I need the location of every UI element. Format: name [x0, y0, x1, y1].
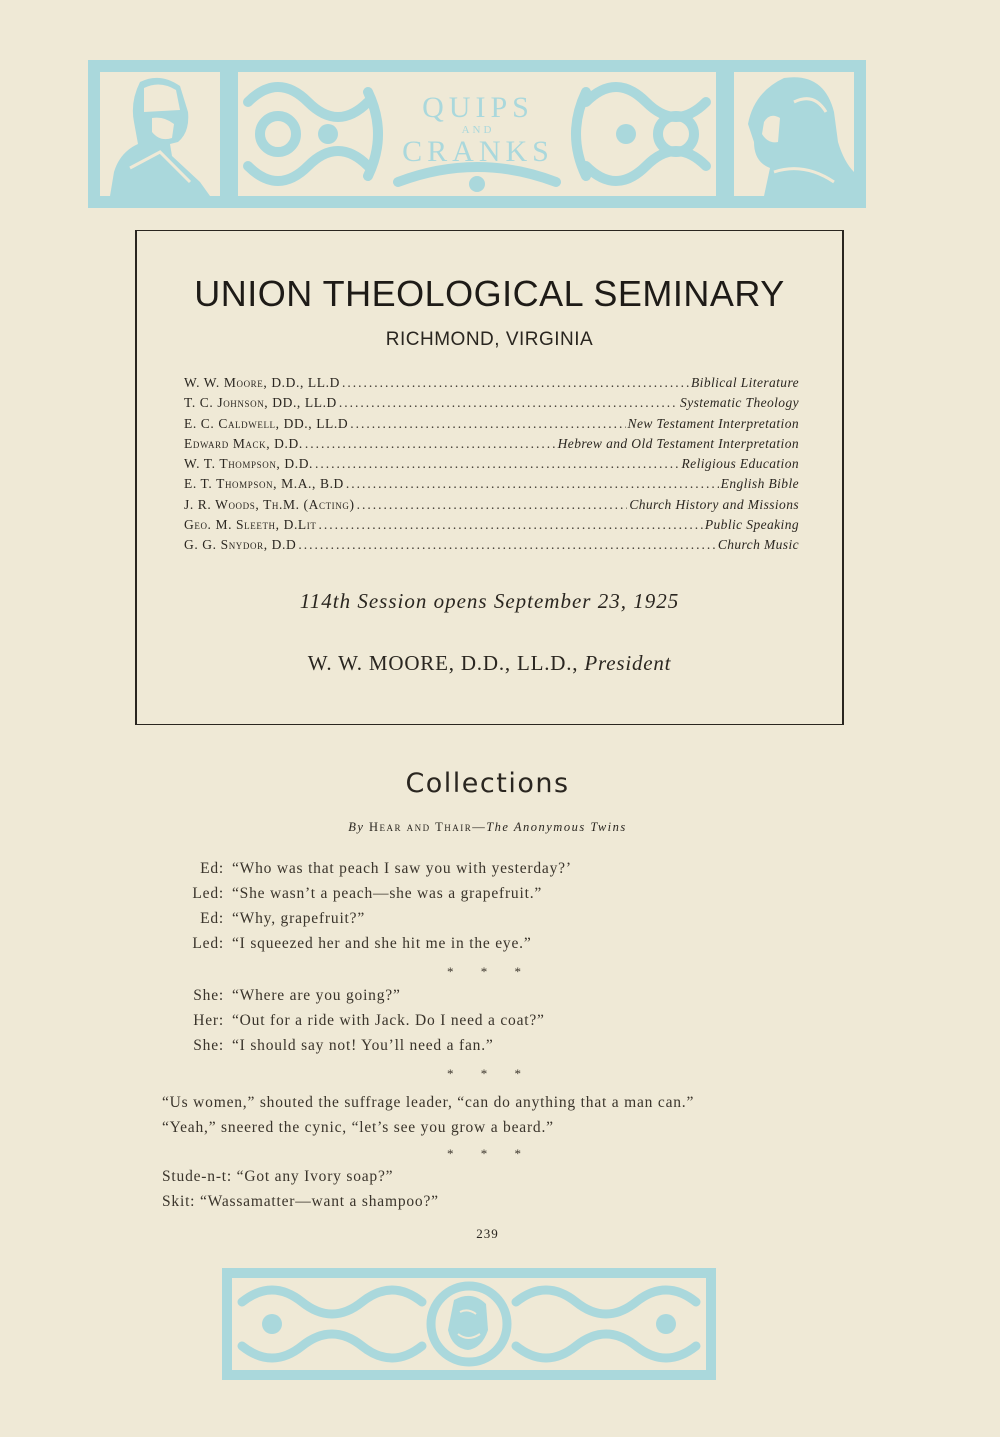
faculty-row [184, 373, 799, 393]
faculty-subject: Biblical Literature [691, 375, 799, 390]
speaker: She: [193, 1037, 224, 1054]
faculty-row [184, 393, 799, 413]
faculty-row [184, 495, 799, 515]
leader-dots [339, 393, 678, 413]
faculty-subject: Church History and Missions [629, 496, 799, 512]
speaker: Ed: [200, 860, 224, 877]
faculty-name: Edward Mack, D.D. [184, 435, 303, 451]
section-separator: * * * [447, 1146, 533, 1161]
faculty-name: W. W. Moore, D.D., LL.D [184, 375, 340, 390]
faculty-name: T. C. Johnson, DD., LL.D [184, 395, 337, 411]
section-separator: * * * [447, 1066, 533, 1081]
session-announcement: 114th Session opens September 23, 1925 [299, 589, 680, 613]
section-separator: * * * [447, 964, 533, 979]
banner-line-quips: QUIPS [422, 91, 534, 124]
faculty-row [184, 454, 799, 474]
leader-dots [350, 414, 625, 434]
faculty-subject: Public Speaking [704, 517, 799, 533]
faculty-subject: Church Music [717, 537, 799, 553]
joke-line: “Us women,” shouted the suffrage leader, “can do anything that a man can.” [162, 1094, 695, 1111]
collections-byline [0, 820, 975, 835]
faculty-subject: New Testament Interpretation [627, 415, 799, 431]
footer-scrollwork-ornament [232, 1278, 706, 1370]
faculty-row [184, 474, 799, 494]
speaker: Led: [192, 935, 224, 952]
president-line [137, 651, 842, 676]
faculty-subject: Systematic Theology [680, 395, 799, 411]
speaker: Ed: [200, 910, 224, 927]
dialogue-line [162, 910, 365, 928]
leader-dots [305, 434, 556, 454]
profile-portrait-illustration [734, 72, 854, 196]
banner-title [388, 92, 568, 176]
faculty-subject: English Bible [720, 476, 799, 492]
leader-dots [357, 495, 628, 515]
dialogue-line [162, 1012, 545, 1030]
dialogue-text: “Who was that peach I saw you with yesterday?’ [232, 860, 572, 877]
dialogue-line [162, 860, 572, 878]
joke-line: “Yeah,” sneered the cynic, “let’s see you grow a beard.” [162, 1119, 554, 1136]
faculty-row [184, 414, 799, 434]
leader-dots [342, 373, 689, 393]
dialogue-text: “Where are you going?” [232, 987, 401, 1004]
faculty-row [184, 434, 799, 454]
faculty-name: E. C. Caldwell, DD., LL.D [184, 415, 349, 431]
dialogue-text: “I should say not! You’ll need a fan.” [232, 1037, 494, 1054]
page-number: 239 [476, 1226, 499, 1241]
dialogue-line [162, 935, 532, 953]
leader-dots [315, 454, 680, 474]
faculty-subject: Hebrew and Old Testament Interpretation [557, 435, 799, 451]
header-ornament-banner [88, 60, 866, 208]
speaker: She: [193, 987, 224, 1004]
collections-title: Collections [405, 768, 570, 799]
joke-line: Skit: “Wassamatter—want a shampoo?” [162, 1193, 439, 1210]
faculty-name: E. T. Thompson, M.A., B.D [184, 476, 344, 492]
knight-portrait-illustration [100, 72, 220, 196]
byline-by: By [348, 820, 365, 834]
dialogue-text: “Why, grapefruit?” [232, 910, 366, 927]
faculty-name: G. G. Snydor, D.D [184, 537, 297, 553]
dialogue-line [162, 987, 401, 1005]
faculty-name: Geo. M. Sleeth, D.Lit [184, 517, 317, 533]
faculty-name: W. T. Thompson, D.D. [184, 456, 314, 472]
joke-line: Stude-n-t: “Got any Ivory soap?” [162, 1168, 394, 1185]
banner-line-cranks: CRANKS [402, 135, 554, 168]
leader-dots [298, 535, 715, 555]
faculty-row [184, 535, 799, 555]
leader-dots [318, 515, 702, 535]
faculty-list [184, 373, 799, 556]
leader-dots [346, 474, 719, 494]
faculty-subject: Religious Education [681, 456, 799, 472]
seminary-advertisement [135, 230, 844, 725]
byline-twins: The Anonymous Twins [486, 820, 627, 834]
speaker: Her: [193, 1012, 224, 1029]
speaker: Led: [192, 885, 224, 902]
faculty-name: J. R. Woods, Th.M. (Acting) [184, 496, 355, 512]
dialogue-text: “Out for a ride with Jack. Do I need a coat?” [232, 1012, 545, 1029]
president-title: President [584, 651, 672, 675]
faculty-row [184, 515, 799, 535]
footer-ornament-banner [222, 1268, 716, 1380]
dialogue-text: “She wasn’t a peach—she was a grapefruit.” [232, 885, 543, 902]
seminary-location: RICHMOND, VIRGINIA [385, 329, 594, 350]
dialogue-line [162, 885, 542, 903]
byline-authors: Hear and Thair [369, 820, 473, 834]
seminary-title: UNION THEOLOGICAL SEMINARY [194, 273, 785, 314]
president-name: W. W. MOORE, D.D., LL.D., [307, 651, 579, 675]
byline-dash: — [472, 820, 487, 834]
banner-line-and: AND [461, 124, 495, 136]
dialogue-line [162, 1037, 494, 1055]
dialogue-text: “I squeezed her and she hit me in the eye.” [232, 935, 532, 952]
